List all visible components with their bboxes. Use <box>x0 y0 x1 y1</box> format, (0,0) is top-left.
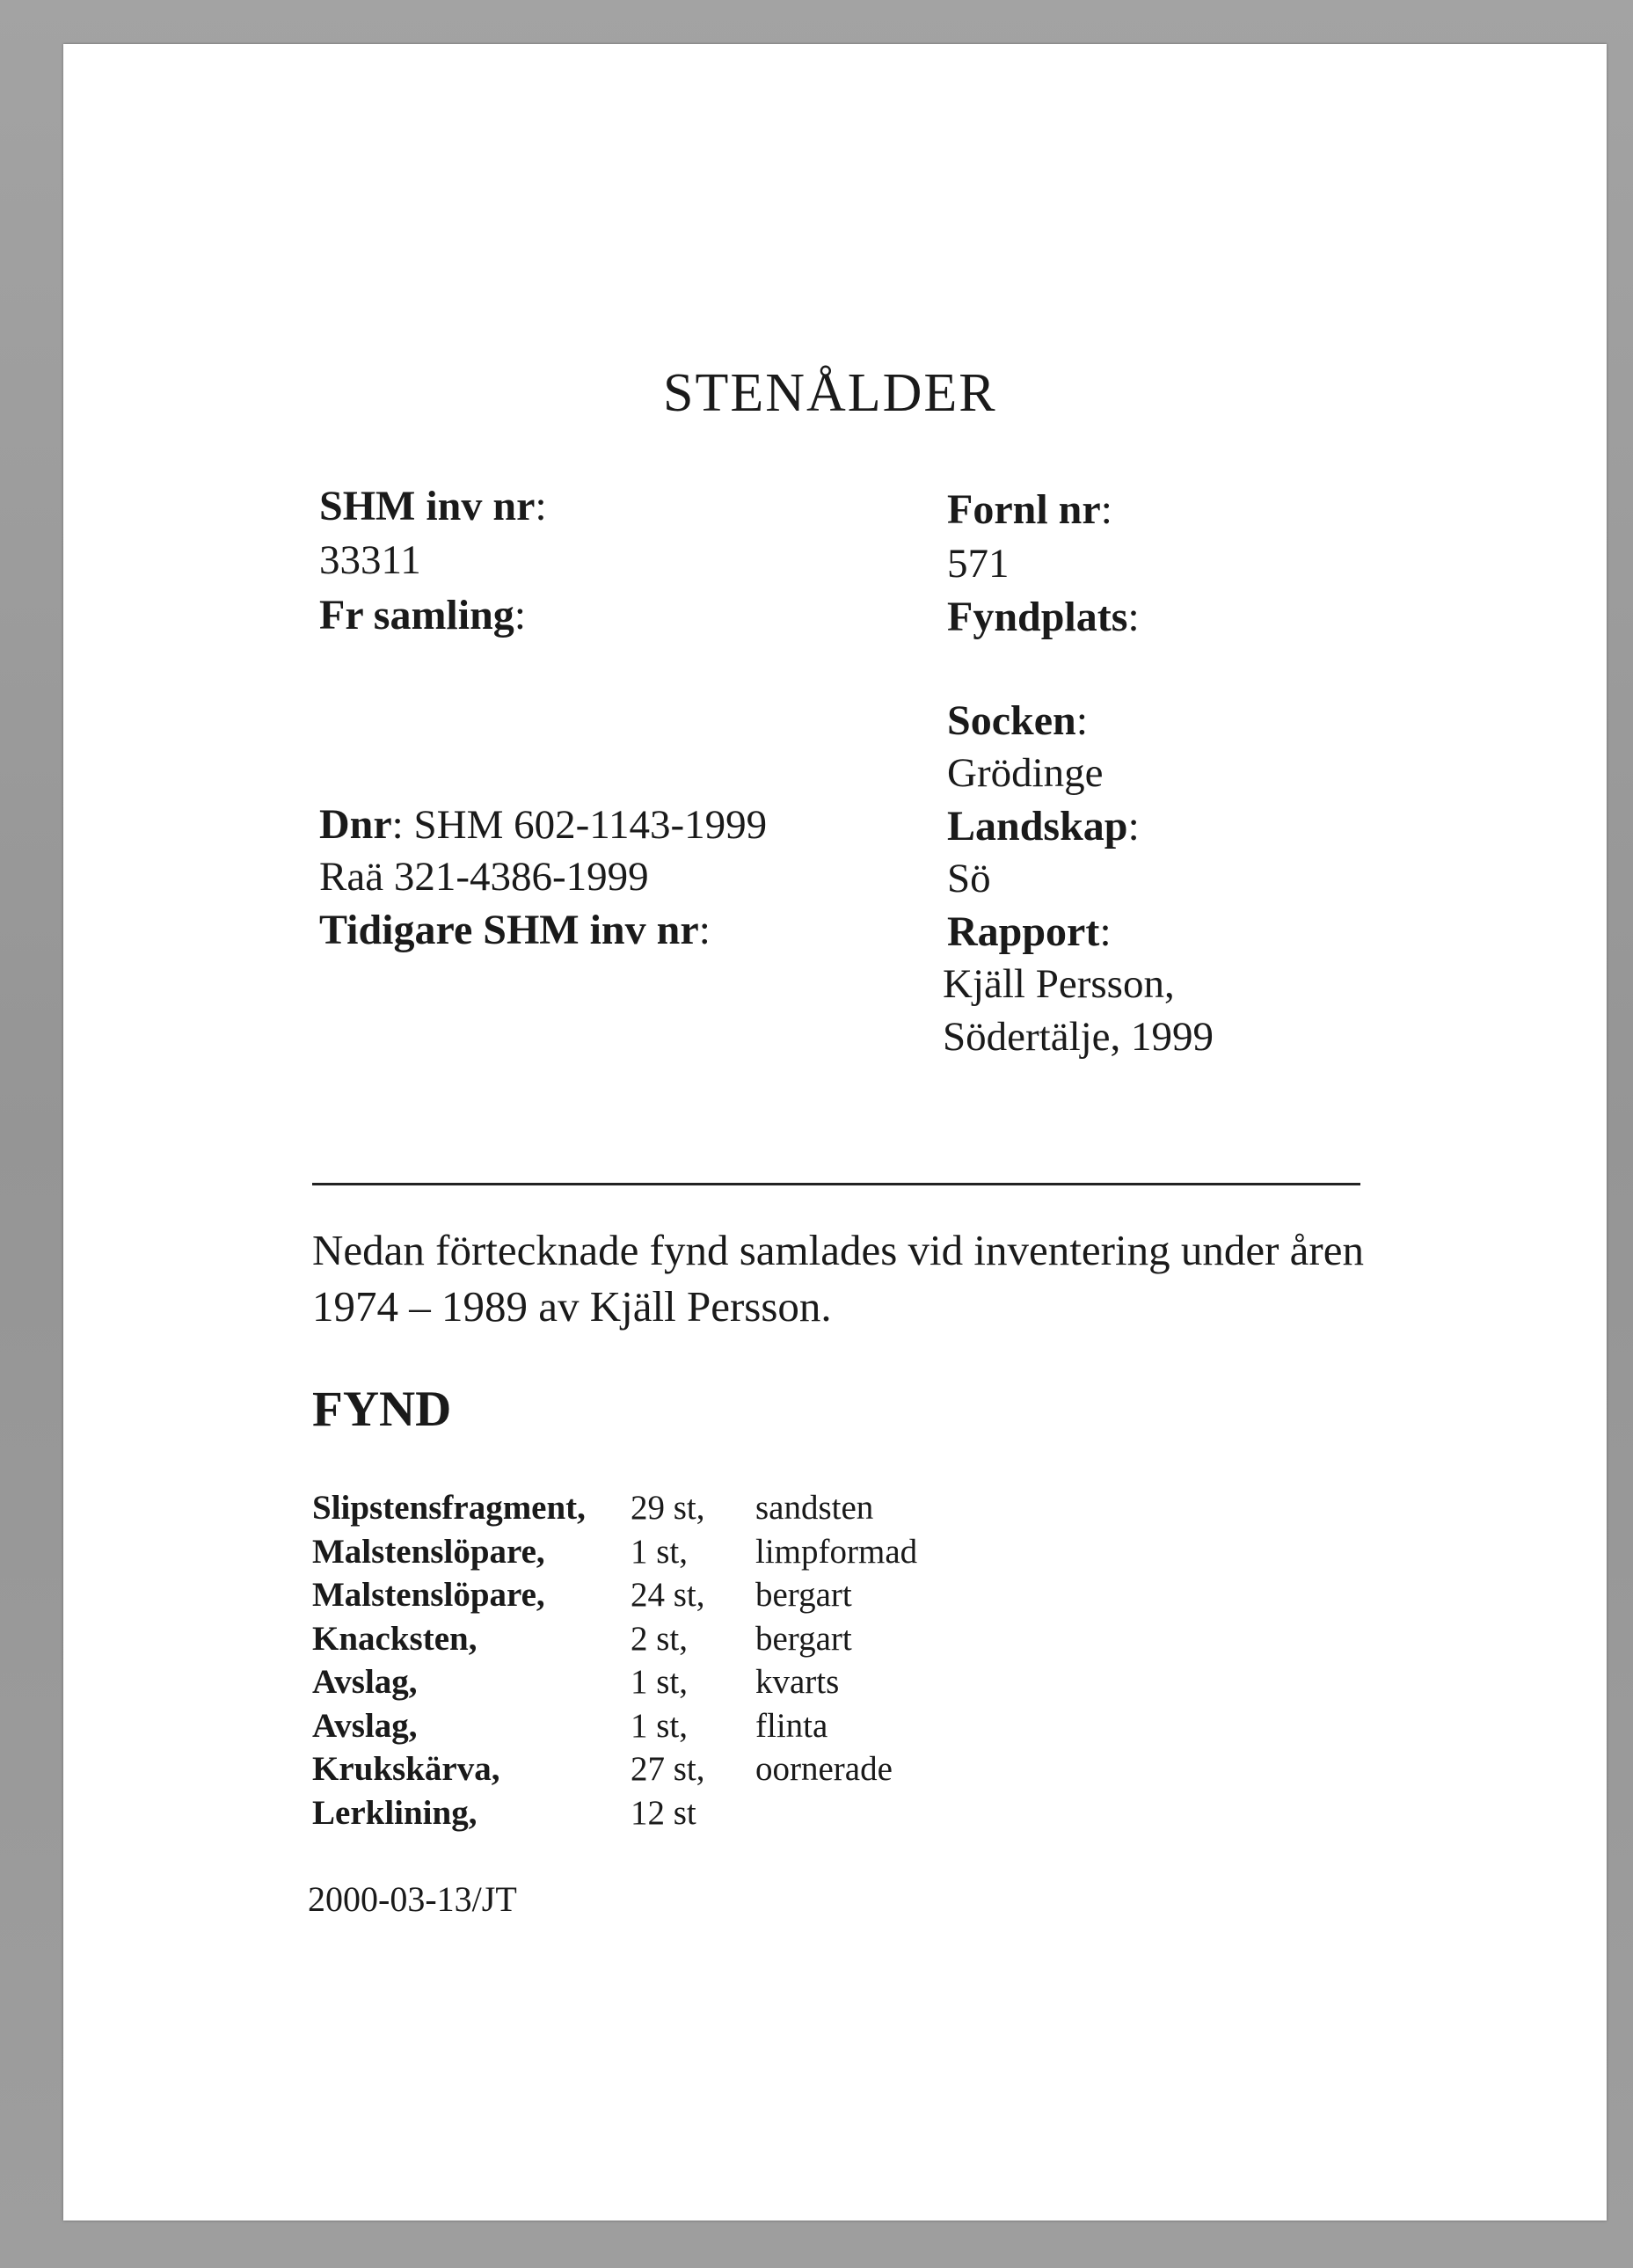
fornl-label: Fornl nr: <box>947 486 1112 533</box>
landskap-label: Landskap: <box>947 803 1140 850</box>
fynd-row <box>312 1662 1019 1706</box>
fynd-row <box>312 1793 1019 1837</box>
fynd-row <box>312 1575 1019 1619</box>
fynd-name: Knacksten, <box>312 1619 478 1658</box>
fynd-qty: 29 st, <box>631 1489 705 1527</box>
fynd-row <box>312 1488 1019 1532</box>
fynd-qty: 1 st, <box>631 1706 689 1745</box>
horizontal-divider <box>312 1183 1360 1185</box>
tidigare-label: Tidigare SHM inv nr: <box>319 907 711 953</box>
rapport-line-1: Kjäll Persson, <box>943 961 1175 1007</box>
fynd-row <box>312 1619 1019 1663</box>
landskap-value: Sö <box>947 856 991 901</box>
fynd-qty: 1 st, <box>631 1663 689 1701</box>
fynd-row <box>312 1749 1019 1793</box>
fynd-material: sandsten <box>755 1489 874 1527</box>
socken-label: Socken: <box>947 697 1089 744</box>
socken-value: Grödinge <box>947 750 1104 796</box>
fynd-material: flinta <box>755 1706 828 1745</box>
fynd-name: Avslag, <box>312 1706 418 1745</box>
fynd-qty: 2 st, <box>631 1619 689 1658</box>
signature-date: 2000-03-13/JT <box>308 1879 517 1919</box>
fynd-row <box>312 1706 1019 1750</box>
fynd-name: Slipstensfragment, <box>312 1489 586 1527</box>
fynd-list <box>312 1488 1019 1836</box>
shm-inv-label: SHM inv nr: <box>319 483 547 529</box>
fynd-name: Lerklining, <box>312 1793 478 1832</box>
fynd-name: Malstenslöpare, <box>312 1576 545 1614</box>
fynd-qty: 27 st, <box>631 1750 705 1788</box>
rapport-line-2: Södertälje, 1999 <box>943 1014 1214 1060</box>
rapport-label: Rapport: <box>947 908 1112 955</box>
fynd-name: Avslag, <box>312 1663 418 1701</box>
fynd-row <box>312 1532 1019 1576</box>
fynd-material: limpformad <box>755 1532 918 1571</box>
intro-paragraph: Nedan förtecknade fynd samlades vid inventering under åren 1974 – 1989 av Kjäll Persson. <box>312 1226 1364 1331</box>
fynd-material: kvarts <box>755 1663 840 1701</box>
fynd-qty: 24 st, <box>631 1576 705 1614</box>
fyndplats-label: Fyndplats: <box>947 594 1140 640</box>
fynd-qty: 1 st, <box>631 1532 689 1571</box>
fynd-name: Malstenslöpare, <box>312 1532 545 1571</box>
dnr-line: Dnr: SHM 602-1143-1999 <box>319 801 768 848</box>
fr-samling-label: Fr samling: <box>319 592 527 638</box>
fynd-material: bergart <box>755 1619 852 1658</box>
fornl-value: 571 <box>947 541 1010 587</box>
page-title: STENÅLDER <box>663 363 997 423</box>
fynd-qty: 12 st <box>631 1793 696 1832</box>
fynd-material: oornerade <box>755 1750 893 1788</box>
fynd-heading: FYND <box>312 1382 452 1437</box>
fynd-material: bergart <box>755 1576 852 1614</box>
raa-value: Raä 321-4386-1999 <box>319 854 649 900</box>
shm-inv-value: 33311 <box>319 537 421 583</box>
fynd-name: Krukskärva, <box>312 1750 500 1788</box>
